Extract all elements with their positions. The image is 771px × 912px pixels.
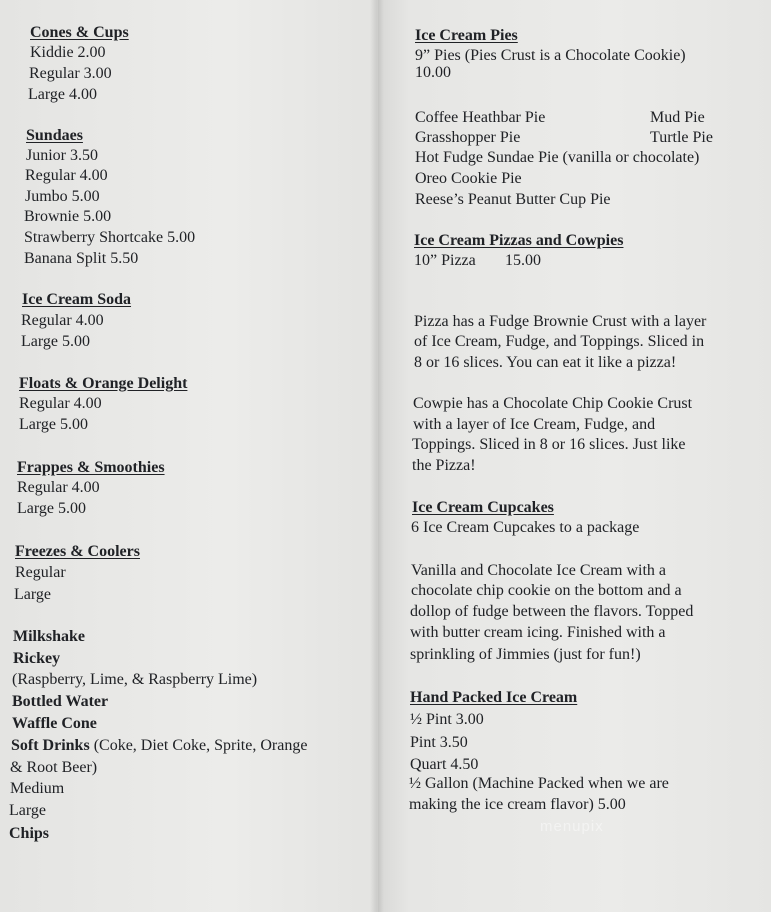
section-title-hand-packed: Hand Packed Ice Cream	[410, 689, 578, 706]
pizza-desc: Pizza has a Fudge Brownie Crust with a layer	[414, 313, 707, 330]
pizza-size: 10” Pizza	[414, 252, 476, 269]
menu-item: Regular 4.00	[25, 167, 108, 184]
cowpie-desc: with a layer of Ice Cream, Fudge, and	[413, 416, 656, 433]
cupcakes-desc: Vanilla and Chocolate Ice Cream with a	[411, 562, 667, 579]
menu-item-milkshake: Milkshake	[13, 628, 86, 645]
menu-item: Regular 4.00	[19, 395, 102, 412]
menu-item: Regular 3.00	[29, 65, 112, 82]
pizza-price: 15.00	[505, 252, 541, 269]
menu-item: Large 5.00	[17, 500, 87, 517]
menu-item: Regular	[15, 564, 66, 581]
cowpie-desc: the Pizza!	[412, 457, 476, 474]
pie-item: Mud Pie	[650, 109, 705, 126]
pies-price: 10.00	[415, 64, 451, 81]
pie-item: Turtle Pie	[650, 129, 713, 146]
menu-item: Kiddie 2.00	[30, 44, 106, 61]
menu-item: Jumbo 5.00	[25, 188, 100, 205]
soft-drinks-label: Soft Drinks	[11, 737, 90, 754]
menu-item: Junior 3.50	[26, 147, 98, 164]
section-title-sundaes: Sundaes	[26, 127, 83, 144]
cowpie-desc: Cowpie has a Chocolate Chip Cookie Crust	[413, 395, 693, 412]
hand-packed-item: Pint 3.50	[410, 734, 468, 751]
section-title-soda: Ice Cream Soda	[22, 291, 132, 308]
menu-item: Large 5.00	[21, 333, 91, 350]
section-title-pies: Ice Cream Pies	[415, 27, 518, 44]
section-title-cupcakes: Ice Cream Cupcakes	[412, 499, 554, 516]
pie-item: Coffee Heathbar Pie	[415, 109, 546, 126]
pie-item: Oreo Cookie Pie	[415, 170, 522, 187]
menu-item-rickey: Rickey	[13, 650, 61, 667]
menu-item-chips: Chips	[9, 825, 50, 842]
section-title-floats: Floats & Orange Delight	[19, 375, 188, 392]
section-title-frappes: Frappes & Smoothies	[17, 459, 165, 476]
menu-item: Strawberry Shortcake 5.00	[24, 229, 196, 246]
cupcakes-desc: dollop of fudge between the flavors. Topped	[410, 603, 694, 620]
pie-item: Hot Fudge Sundae Pie (vanilla or chocolate)	[415, 149, 700, 166]
cupcakes-desc: chocolate chip cookie on the bottom and a	[411, 582, 682, 599]
hand-packed-item: ½ Pint 3.00	[410, 711, 484, 728]
menu-item: Regular 4.00	[17, 479, 100, 496]
menu-item: Large	[9, 802, 47, 819]
menu-item-soft-drinks	[11, 736, 307, 756]
menu-item-waffle-cone: Waffle Cone	[12, 715, 97, 732]
watermark: menupix	[540, 818, 604, 835]
section-title-cones: Cones & Cups	[30, 24, 129, 41]
pizza-desc: of Ice Cream, Fudge, and Toppings. Sliced in	[414, 333, 705, 350]
cowpie-desc: Toppings. Sliced in 8 or 16 slices. Just like	[412, 436, 686, 453]
menu-item: Medium	[10, 780, 65, 797]
soft-drinks-detail: (Coke, Diet Coke, Sprite, Orange	[89, 737, 308, 754]
rickey-flavors: (Raspberry, Lime, & Raspberry Lime)	[12, 671, 258, 688]
hand-packed-item: Quart 4.50	[410, 756, 479, 773]
pie-item: Grasshopper Pie	[415, 129, 521, 146]
pie-item: Reese’s Peanut Butter Cup Pie	[415, 191, 611, 208]
soft-drinks-detail-2: & Root Beer)	[10, 759, 98, 776]
menu-item: Banana Split 5.50	[24, 250, 139, 267]
menu-item: Brownie 5.00	[24, 208, 112, 225]
hand-packed-item: making the ice cream flavor) 5.00	[409, 796, 626, 813]
pies-line: 9” Pies (Pies Crust is a Chocolate Cookie)	[415, 47, 686, 64]
menu-item-bottled-water: Bottled Water	[12, 693, 109, 710]
menu-item: Large 5.00	[19, 416, 89, 433]
cupcakes-line: 6 Ice Cream Cupcakes to a package	[411, 519, 640, 536]
hand-packed-item: ½ Gallon (Machine Packed when we are	[409, 775, 669, 792]
cupcakes-desc: with butter cream icing. Finished with a	[410, 624, 666, 641]
menu-item: Large 4.00	[28, 86, 98, 103]
page-fold	[370, 0, 384, 912]
menu-item: Regular 4.00	[21, 312, 104, 329]
section-title-pizzas: Ice Cream Pizzas and Cowpies	[414, 232, 624, 249]
section-title-freezes: Freezes & Coolers	[15, 543, 140, 560]
menu-item: Large	[14, 586, 52, 603]
pizza-desc: 8 or 16 slices. You can eat it like a pizza!	[414, 354, 677, 371]
cupcakes-desc: sprinkling of Jimmies (just for fun!)	[410, 646, 641, 663]
